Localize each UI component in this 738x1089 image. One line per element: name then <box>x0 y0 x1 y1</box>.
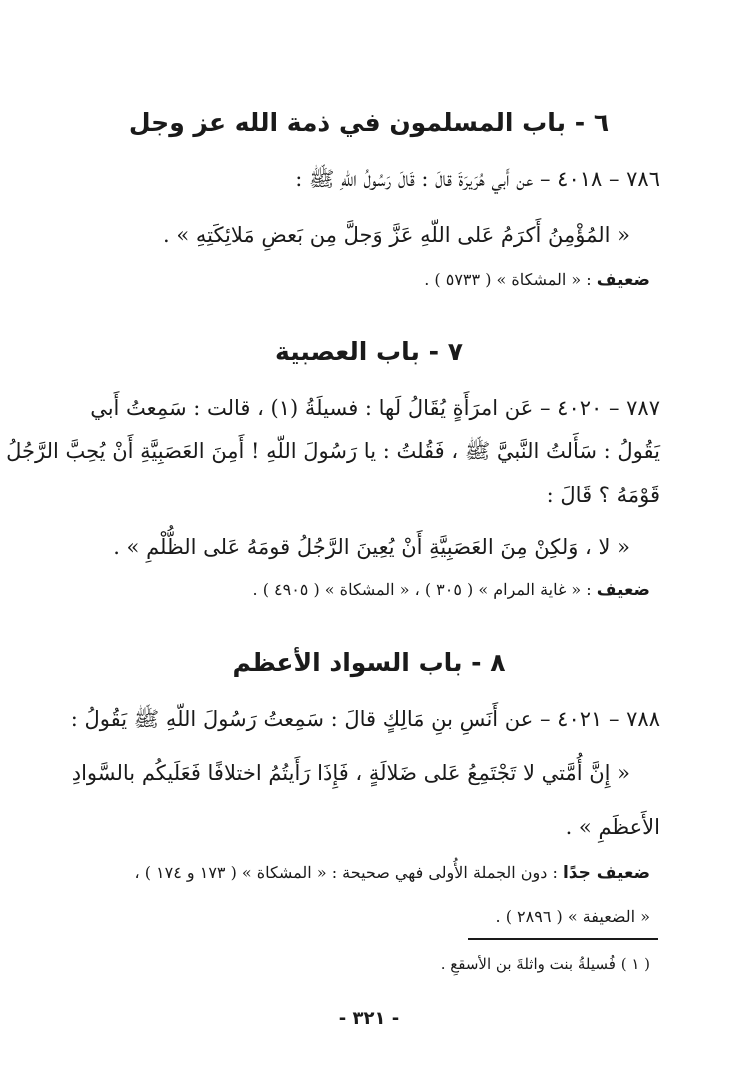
hadith-787-line-1: ٧٨٧ – ٤٠٢٠ – عَن امرَأَةٍ يُقَالُ لَها : فسيلَةُ (١) ، قالت : سَمِعتُ أَبي <box>90 396 660 420</box>
hadith-786-grading <box>78 267 650 293</box>
hadith-788-grading-line-2: « الضعيفة » ( ٢٨٩٦ ) . <box>495 907 650 926</box>
hadith-787-quote: « لا ، وَلكِنْ مِنَ العَصَبِيَّةِ أَنْ يُعِينَ الرَّجُلُ قومَهُ عَلى الظُّلْمِ » . <box>113 535 630 559</box>
hadith-787-line-3: قَوْمَهُ ؟ قَالَ : <box>546 483 660 507</box>
page-number: - ٣٢١ - <box>338 1008 400 1029</box>
hadith-788-quote-line-2: الأَعظَمِ » . <box>565 815 660 839</box>
hadith-787-line-2: يَقُولُ : سَأَلتُ النَّبيَّ ﷺ ، فَقُلتُ : يا رَسُولَ اللّهِ ! أَمِنَ العَصَبِيَّةِ أَنْ يُحِبَّ الرَّجُلُ <box>6 439 660 463</box>
hadith-788-quote-line-1: « إِنَّ أُمَّتي لا تَجْتَمِعُ عَلى ضَلالَةٍ ، فَإِذَا رَأَيتُمُ اختلافًا فَعَلَيكُم بالسَّوادِ <box>71 761 630 785</box>
grade-text: : دون الجملة الأُولى فهي صحيحة : « المشكاة » ( ١٧٣ و ١٧٤ ) ، <box>134 863 563 882</box>
hadith-788-line-1: ٧٨٨ – ٤٠٢١ – عن أَنَسِ بنِ مَالِكٍ قالَ : سَمِعتُ رَسُولَ اللّهِ ﷺ يَقُولُ : <box>70 707 660 731</box>
grade-label: ضعيف جدًا <box>562 863 650 883</box>
section-heading-6: ٦ - باب المسلمون في ذمة الله عز وجل <box>128 108 610 137</box>
hadith-786-quote: « المُؤْمِنُ أَكرَمُ عَلى اللّهِ عَزَّ وَجلَّ مِن بَعضِ مَلائِكَتِهِ » . <box>162 223 630 247</box>
footnote: ( ١ ) فُسيلةُ بنت واثلةَ بن الأسقعِ . <box>440 955 650 973</box>
hadith-788-grading-line-1 <box>78 860 650 886</box>
section-heading-8: ٨ - باب السواد الأعظم <box>232 648 506 677</box>
grade-label: ضعيف <box>596 270 650 290</box>
section-heading-7: ٧ - باب العصبية <box>275 337 463 366</box>
grade-label: ضعيف <box>596 580 650 600</box>
hadith-787-grading <box>78 577 650 603</box>
grade-text: : « غاية المرام » ( ٣٠٥ ) ، « المشكاة » ( ٤٩٠٥ ) . <box>252 580 597 599</box>
footnote-divider <box>468 938 658 940</box>
grade-text: : « المشكاة » ( ٥٧٣٣ ) . <box>424 270 597 289</box>
hadith-786-line-1: ٧٨٦ – ٤٠١٨ – عن أَبي هُرَيرَةَ قالَ : قَالَ رَسُولُ اللّهِ ﷺ : <box>295 167 660 191</box>
